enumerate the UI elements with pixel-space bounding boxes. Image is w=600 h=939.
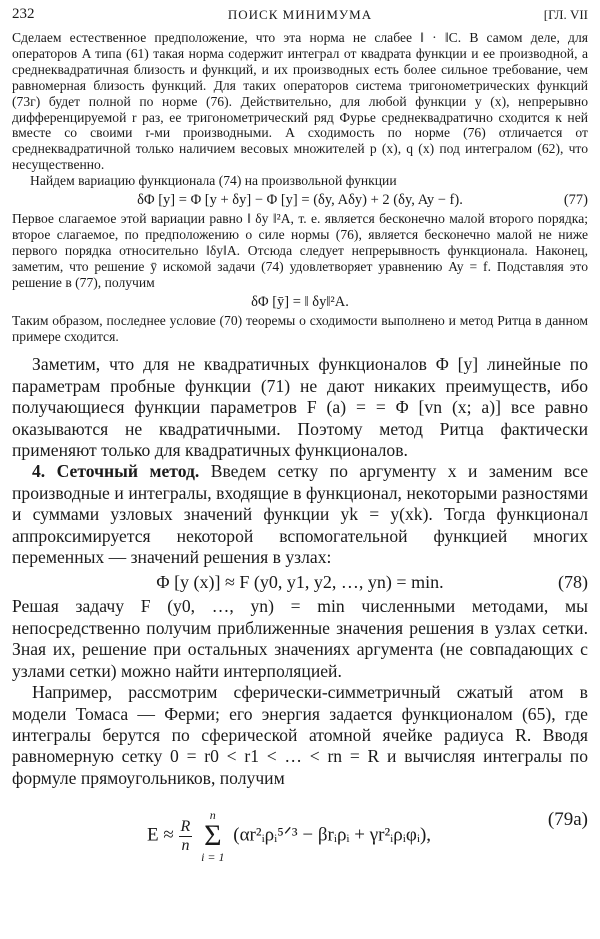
book-page (12, 4, 588, 865)
equation-77 (12, 189, 588, 211)
equation-79a-number: (79a) (547, 809, 588, 831)
equation-79a-lhs: E ≈ (147, 824, 174, 846)
paragraph-ritz-convergence: Таким образом, последнее условие (70) теоремы о сходимости выполнено и метод Ритца в данном примере сходится. (12, 312, 588, 344)
paragraph-nonquadratic: Заметим, что для не квадратичных функционалов Φ [y] линейные по параметрам пробные функции (71) не дают никаких преимуществ, ибо получающиеся функции параметров F (a) = = Φ [vn (x; a)] все равно оказываются не квадратичными. Поэтому метод Ритца фактически применяют только для квадратичных функционалов. (12, 354, 588, 461)
page-header (12, 4, 588, 26)
paragraph-variation-intro: Найдем вариацию функционала (74) на произвольной функции (30, 173, 397, 189)
equation-78-number: (78) (558, 572, 588, 593)
fraction-numerator: R (180, 817, 191, 835)
equation-77-body: δΦ [y] = Φ [y + δy] − Φ [y] = (δy, Aδy) + 2 (δy, Ay − f). (137, 192, 463, 209)
paragraph-grid-method (12, 461, 588, 568)
running-title: ПОИСК МИНИМУМА (227, 7, 373, 22)
equation-78 (12, 568, 588, 596)
summation-sign (201, 809, 224, 863)
equation-79a-fraction (179, 819, 193, 854)
paragraph-thomas-fermi: Например, рассмотрим сферически-симметричный сжатый атом в модели Томаса — Ферми; его энергия задается функционалом (65), где интегралы берутся по сферической атомной ячейке радиуса R. Вводя равномерную сетку 0 = r0 < r1 < … < rn = R и вычисляя интегралы по формуле прямоугольников, получим (12, 682, 588, 788)
summation-symbol: Σ (204, 819, 222, 853)
equation-79a (12, 789, 588, 865)
equation-variation-solution (12, 291, 588, 313)
equation-78-body: Φ [y (x)] ≈ F (y0, y1, y2, …, yn) = min. (156, 572, 444, 593)
summation-lower-limit: i = 1 (201, 850, 225, 865)
equation-79a-body: (αr²ᵢρᵢ⁵ᐟ³ − βrᵢρᵢ + γr²ᵢρᵢφᵢ), (233, 824, 432, 846)
equation-79a-expression (147, 809, 431, 863)
section-heading-grid-method: 4. Сеточный метод. (32, 461, 200, 482)
grid-method-text: Введем сетку по аргументу x и заменим все производные и интегралы, входящие в функционал, некоторыми разностями и суммами узловых значений функции yk = y(xk). Тогда функционал аппроксимируется некоторой вспомогательной функцией многих переменных — значений решения в узлах: (12, 461, 588, 568)
equation-77-number: (77) (563, 192, 588, 209)
equation-variation-solution-body: δΦ [ȳ] = ‖ δy‖²A. (251, 293, 349, 310)
fraction-denominator: n (181, 836, 190, 854)
paragraph-variation-analysis: Первое слагаемое этой вариации равно ‖ δy ‖²A, т. е. является бесконечно малой второго порядка; второе слагаемое, по предположению о силе нормы (76), является бесконечно малой не ниже первого порядка относительно ‖δy‖A. Отсюда следует непрерывность функционала. Наконец, заметим, что решение ȳ искомой задачи (74) удовлетворяет уравнению Ay = f. Подставляя это решение в (77), получим (12, 211, 588, 290)
paragraph-numerical-solution: Решая задачу F (y0, …, yn) = min численными методами, мы непосредственно получим приближенные значения решения в узлах сетки. Зная их, решение при остальных значениях аргумента (не совпадающих с узлами сетки) можно найти интерполяцией. (12, 596, 588, 681)
page-number: 232 (12, 6, 35, 22)
chapter-label: [ГЛ. VII (543, 7, 588, 22)
paragraph-norm-assumption: Сделаем естественное предположение, что эта норма не слабее ‖ · ‖C. В самом деле, для операторов A типа (61) такая норма содержит интеграл от квадрата функции и ее производной, а среднеквадратичная близость и функций, и их производных есть более сильное требование, чем равномерная близость функций. Для таких операторов система тригонометрических функций (73г) будет полной по норме (76). Действительно, для любой функции y (x), непрерывно дифференцируемой r раз, ее тригонометрический ряд Фурье среднеквадратично сходится к ней вместе со своими r-ми производными. А сходимость по норме (76) отличается от среднеквадратичной только наличием весовых множителей p (x), q (x) под интегралом (62), что несущественно. (12, 30, 588, 173)
summation-upper-limit: n (209, 808, 216, 823)
